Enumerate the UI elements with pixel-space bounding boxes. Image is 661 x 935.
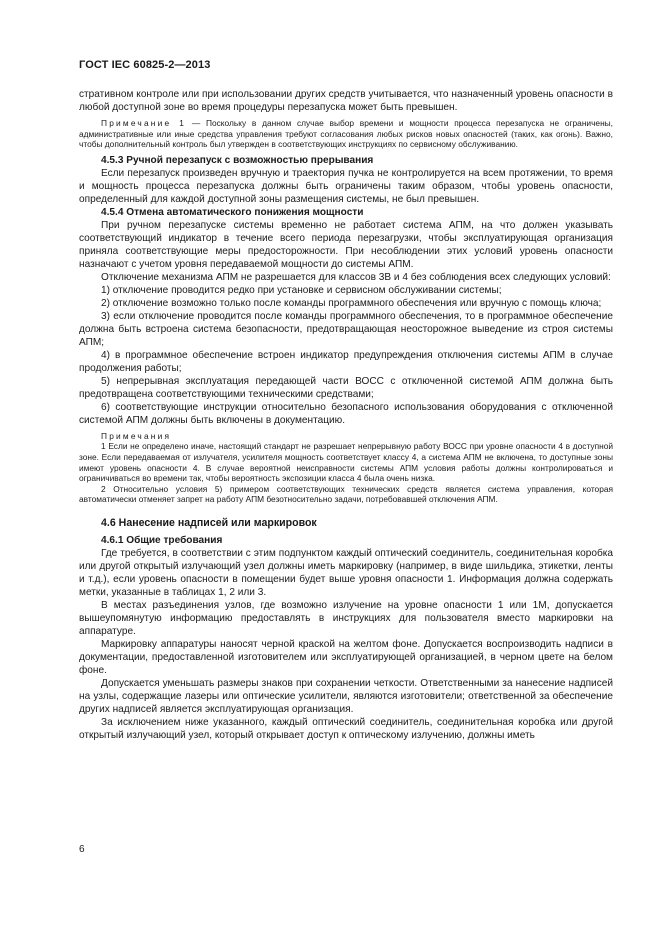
continuation-paragraph: стративном контроле или при использовании других средств учитывается, что назначенный уровень опасности в любой доступной зоне во время процедуры перезапуска может быть превышен. (79, 89, 613, 113)
notes-title: Примечания (101, 430, 172, 441)
condition-item-5: 5) непрерывная эксплуатация передающей части ВОСС с отключенной системой АПМ должна быть предотвращена соответствующими техническими средствами; (79, 375, 613, 400)
section-4-5-4-paragraph-2: Отключение механизма АПМ не разрешается для классов 3В и 4 без соблюдения всех следующих условий: (101, 271, 611, 283)
note-item-2: 2 Относительно условия 5) примером соответствующих технических средств является система управления, которая автоматически отменяет запрет на работу АПМ безотносительно задачи, потребовавшей отключения АПМ. (79, 483, 613, 505)
section-4-6-1-paragraph-4: Допускается уменьшать размеры знаков при сохранении четкости. Ответственными за нанесение надписей на узлы, содержащие лазеры или оптические усилители, являются изготовители; ответственной за обеспечение других надписей является эксплуатирующая организация. (79, 677, 613, 715)
condition-item-1: 1) отключение проводится редко при установке и сервисном обслуживании системы; (101, 284, 502, 296)
document-body (79, 88, 613, 742)
condition-item-6: 6) соответствующие инструкции относительно безопасного использования оборудования с отключенной системой АПМ должны быть включены в документацию. (79, 401, 613, 426)
page-number: 6 (79, 844, 85, 855)
section-4-6-1-paragraph-1: Где требуется, в соответствии с этим подпунктом каждый оптический соединитель, соединительная коробка или другой открытый излучающий узел должны иметь маркировку (например, в виде шильдика, этикетки, ленты и т.д.), если уровень опасности в помещении будет выше уровня опасности 1. Информация должна содержать метки, указанные в таблицах 1, 2 или 3. (79, 547, 613, 598)
condition-item-3: 3) если отключение проводится после команды программного обеспечения, то в программное обеспечение должна быть встроена система безопасности, предотвращающая неосторожное выведение из строя системы АПМ; (79, 310, 613, 348)
document-header: ГОСТ IEC 60825-2—2013 (79, 59, 211, 71)
condition-item-4: 4) в программное обеспечение встроен индикатор предупреждения отключения системы АПМ в случае продолжения работы; (79, 349, 613, 374)
note-1-label: Примечание 1 (101, 118, 187, 128)
section-4-5-3-paragraph: Если перезапуск произведен вручную и траектория пучка не контролируется на всем протяжении, то время и мощность процесса перезапуска должны быть ограничены таким образом, чтобы уровень опасности, определенный для каждой доступной зоны размещения системы, не был превышен. (79, 167, 613, 205)
section-4-6-1-paragraph-5: За исключением ниже указанного, каждый оптический соединитель, соединительная коробка или другой открытый излучающий узел, который открывает доступ к оптическому излучению, должны иметь (79, 716, 613, 741)
section-4-6-heading: 4.6 Нанесение надписей или маркировок (101, 516, 317, 529)
section-4-6-1-heading: 4.6.1 Общие требования (101, 534, 223, 546)
section-4-6-1-paragraph-3: Маркировку аппаратуры наносят черной краской на желтом фоне. Допускается воспроизводить надписи в документации, предоставленной изготовителем или эксплуатирующей организацией, в черном цвете на белом фоне. (79, 638, 613, 676)
note-1 (79, 118, 613, 150)
section-4-5-4-paragraph-1: При ручном перезапуске системы временно не работает система АПМ, на что должен указывать соответствующий индикатор в течение всего периода перезагрузки, чтобы эксплуатирующая организация приняла соответствующие меры предосторожности. При несоблюдении этих условий уровень опасности назначают с учетом уровня передаваемой мощности до системы АПМ. (79, 219, 613, 270)
section-4-5-3-heading: 4.5.3 Ручной перезапуск с возможностью прерывания (101, 154, 374, 166)
note-item-1: 1 Если не определено иначе, настоящий стандарт не разрешает непрерывную работу ВОСС при уровне опасности 4 в доступной зоне. Если передаваемая от излучателя, усилителя мощность соответствует классу 4, а система АПМ не включена, то доступные зоны имеют уровень опасности 4. В случае вероятной неисправности системы АПМ условия работы должны контролироваться и ограничиваться во времени так, чтобы вероятность экспозиции класса 4 была очень низка. (79, 441, 613, 484)
note-1-text: — Поскольку в данном случае выбор времени и мощности процесса перезапуска не ограничены, административные или иные средства управления требуют согласования любых рисков новых опасностей (таких, как огонь). Важно, чтобы дополнительный контроль был утвержден в соответствующих инструкциях по сервисному обслуживанию. (79, 118, 613, 150)
section-4-6-1-paragraph-2: В местах разъединения узлов, где возможно излучение на уровне опасности 1 или 1М, допускается вышеупомянутую информацию предоставлять в инструкциях для пользователя вместо маркировки на аппаратуре. (79, 599, 613, 637)
condition-item-2: 2) отключение возможно только после команды программного обеспечения или вручную с помощь ключа; (101, 297, 602, 309)
section-4-5-4-heading: 4.5.4 Отмена автоматического понижения мощности (101, 206, 364, 218)
notes-block (79, 431, 613, 505)
